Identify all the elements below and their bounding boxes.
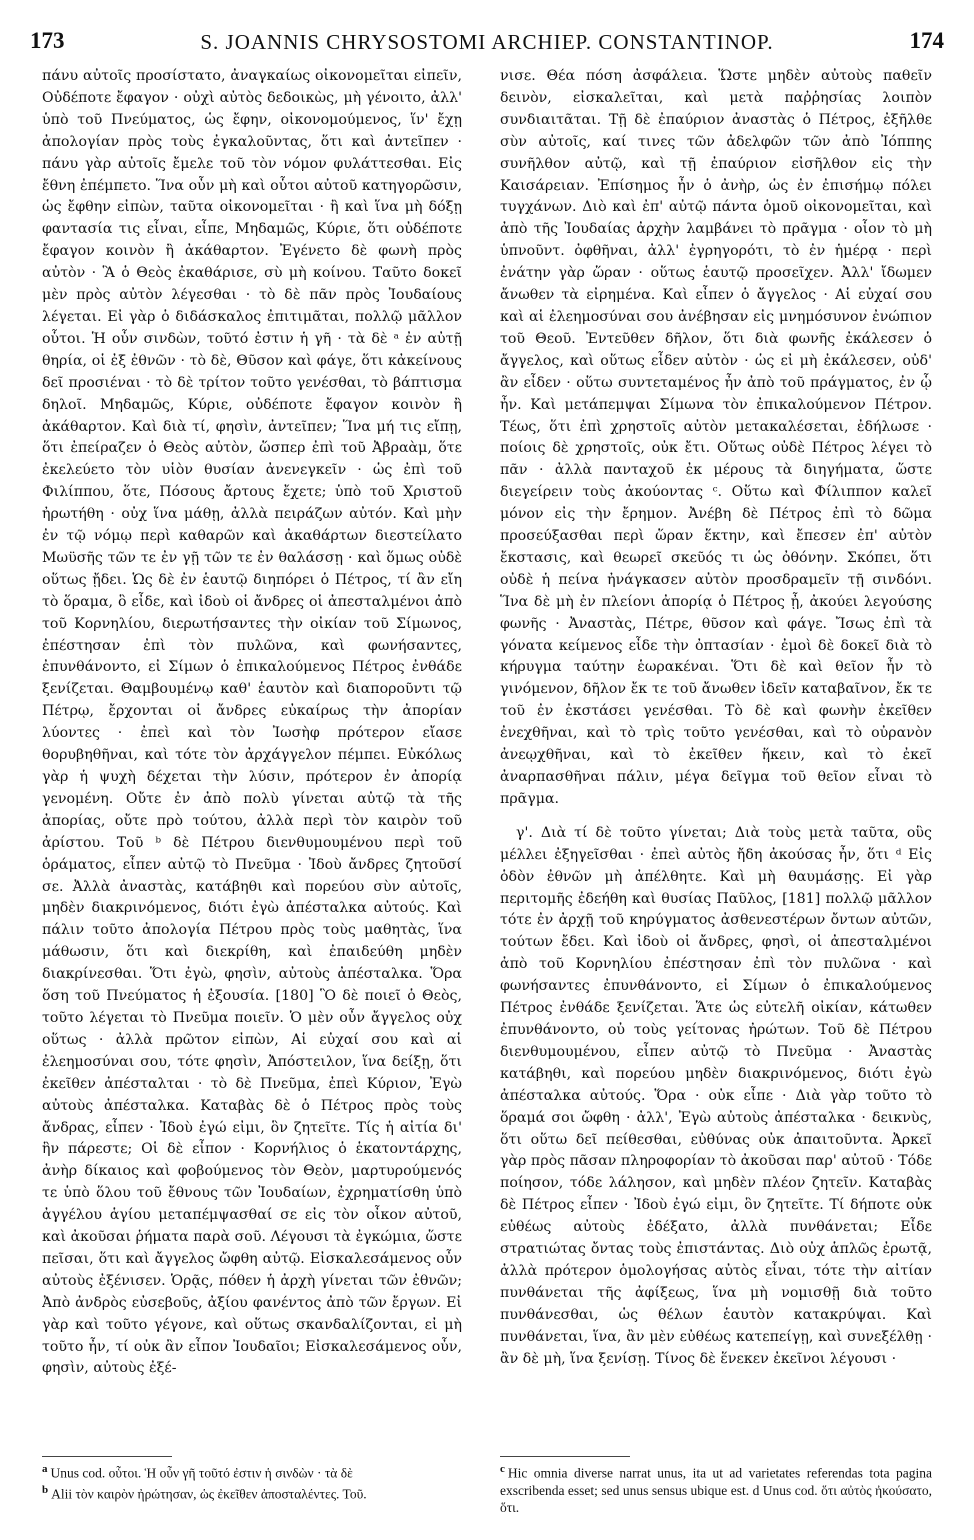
- left-column-text: πάνυ αὐτοῖς προσίστατο, ἀναγκαίως οἰκονομεῖται εἰπεῖν, Οὐδέποτε ἔφαγον · οὐχὶ αὐτὸς δεδοικὼς, μὴ γένοιτο, ἀλλ' ὑπὸ τοῦ Πνεύματος, ὡς ἔφην, οἰκονομούμενος, ἵν' ἔχῃ ἀπολογίαν πρὸς τοὺς ἐγκαλοῦντας, ὅτι καὶ ἀντεῖπεν · πάνυ γὰρ αὐτοῖς ἔμελε τοῦ τὸν νόμον φυλάττεσθαι. Εἰς ἔθνη ἐπέμπετο. Ἵνα οὖν μὴ καὶ οὗτοι αὐτοῦ κατηγορῶσιν, ὡς ἔφθην εἰπὼν, ταῦτα οἰκονομεῖται · ἢ καὶ ἵνα μὴ δόξῃ φαντασία τις εἶναι, εἶπε, Μηδαμῶς, Κύριε, ὅτι οὐδέποτε ἔφαγον κοινὸν ἢ ἀκάθαρτον. Ἐγένετο δὲ φωνὴ πρὸς αὐτὸν · Ἃ ὁ Θεὸς ἐκαθάρισε, σὺ μὴ κοίνου. Ταῦτο δοκεῖ μὲν πρὸς αὐτὸν λέγεσθαι · τὸ δὲ πᾶν πρὸς Ἰουδαίους λέγεται. Εἰ γὰρ ὁ διδάσκαλος ἐπιτιμᾶται, πολλῷ μᾶλλον οὗτοι. Ἡ οὖν σινδὼν, τοῦτό ἐστιν ἡ γῆ · τὰ δὲ ᵃ ἐν αὐτῇ θηρία, οἱ ἐξ ἐθνῶν · τὸ δὲ, Θῦσον καὶ φάγε, ὅτι κἀκείνους δεῖ προσιέναι · τὸ δὲ τρίτον τοῦτο γενέσθαι, τὸ βάπτισμα δηλοῖ. Μηδαμῶς, Κύριε, οὐδέποτε ἔφαγον κοινὸν ἢ ἀκάθαρτον. Καὶ διὰ τί, φησὶν, ἀντεῖπεν; Ἵνα μή τις εἴπῃ, ὅτι ἐπείραζεν ὁ Θεὸς αὐτὸν, ὥσπερ ἐπὶ τοῦ Ἀβραὰμ, ὅτε ἐκελεύετο τὸν υἱὸν θυσίαν ἀνενεγκεῖν · ὡς ἐπὶ τοῦ Φιλίππου, ὅτε, Πόσους ἄρτους ἔχετε; ὑπὸ τοῦ Χριστοῦ ἠρωτήθη · οὐχ ἵνα μάθῃ, ἀλλὰ πειράζων αὐτόν. Καὶ μὴν ἐν τῷ νόμῳ περὶ καθαρῶν καὶ ἀκαθάρτων διεστείλατο Μωϋσῆς τῶν τε ἐν γῇ τῶν τε ἐν θαλάσσῃ · καὶ ὅμως οὐδὲ οὕτως ᾔδει. Ὡς δὲ ἐν ἑαυτῷ διηπόρει ὁ Πέτρος, τί ἂν εἴη τὸ ὅραμα, ὃ εἶδε, καὶ ἰδοὺ οἱ ἄνδρες οἱ ἀπεσταλμένοι ἀπὸ τοῦ Κορνηλίου, διερωτήσαντες τὴν οἰκίαν τοῦ Σίμωνος, ἐπέστησαν ἐπὶ τὸν πυλῶνα, καὶ φωνήσαντες, ἐπυνθάνοντο, εἰ Σίμων ὁ ἐπικαλούμενος Πέτρος ἐνθάδε ξενίζεται. Θαμβουμένῳ καθ' ἑαυτὸν καὶ διαποροῦντι τῷ Πέτρῳ, ἔρχονται οἱ ἄνδρες εὐκαίρως τὴν ἀπορίαν λύοντες · ἐπεὶ καὶ τὸν Ἰωσὴφ πρότερον εἴασε θορυβηθῆναι, καὶ τότε τὸν ἀρχάγγελον πέμπει. Εὐκόλως γὰρ ἡ ψυχὴ δέχεται τὴν λύσιν, πρότερον ἐν ἀπορίᾳ γενομένη. Οὔτε ἐν ἀπὸ πολὺ γίνεται αὐτῷ τὰ τῆς ἀπορίας, οὔτε πρὸ τούτου, ἀλλὰ περὶ τὸν καιρὸν τοῦ ἀρίστου. Τοῦ ᵇ δὲ Πέτρου διενθυμουμένου περὶ τοῦ ὁράματος, εἶπεν αὐτῷ τὸ Πνεῦμα · Ἰδοὺ ἄνδρες ζητοῦσί σε. Ἀλλὰ ἀναστὰς, κατάβηθι καὶ πορεύου σὺν αὐτοῖς, μηδὲν διακρινόμενος, διότι ἐγὼ ἀπέσταλκα αὐτούς. Καὶ πάλιν τοῦτο ἀπολογία Πέτρου πρὸς τοὺς μαθητὰς, ἵνα μάθωσιν, ὅτι καὶ διεκρίθη, καὶ ἐπαιδεύθη μηδὲν διακρίνεσθαι. Ὅτι ἐγὼ, φησὶν, αὐτοὺς ἀπέσταλκα. Ὅρα ὅση τοῦ Πνεύματος ἡ ἐξουσία. [180] Ὃ δὲ ποιεῖ ὁ Θεὸς, τοῦτο λέγεται τὸ Πνεῦμα ποιεῖν. Ὁ μὲν οὖν ἄγγελος οὐχ οὕτως · ἀλλὰ πρῶτον εἰπὼν, Αἱ εὐχαί σου καὶ αἱ ἐλεημοσύναι σου, τότε φησὶν, Ἀπόστειλον, ἵνα δείξῃ, ὅτι ἐκεῖθεν ἀπέσταλται · τὸ δὲ Πνεῦμα, ἐπεὶ Κύριον, Ἐγὼ αὐτοὺς ἀπέσταλκα. Καταβὰς δὲ ὁ Πέτρος πρὸς τοὺς ἄνδρας, εἶπεν · Ἰδοὺ ἐγώ εἰμι, ὃν ζητεῖτε. Τίς ἡ αἰτία δι' ἣν πάρεστε; Οἱ δὲ εἶπον · Κορνήλιος ὁ ἑκατοντάρχης, ἀνὴρ δίκαιος καὶ φοβούμενος τὸν Θεὸν, μαρτυρούμενός τε ὑπὸ ὅλου τοῦ ἔθνους τῶν Ἰουδαίων, ἐχρηματίσθη ὑπὸ ἀγγέλου ἁγίου μεταπέμψασθαί σε εἰς τὸν οἶκον αὐτοῦ, καὶ ἀκοῦσαι ῥήματα παρὰ σοῦ. Λέγουσι τὰ ἐγκώμια, ὥστε πεῖσαι, ὅτι καὶ ἄγγελος ὤφθη αὐτῷ. Εἰσκαλεσάμενος οὖν αὐτοὺς ἐξένισεν. Ὁρᾷς, πόθεν ἡ ἀρχὴ γίνεται τῶν ἐθνῶν; Ἀπὸ ἀνδρὸς εὐσεβοῦς, ἀξίου φανέντος ἀπὸ τῶν ἔργων. Εἰ γὰρ καὶ τοῦτο γέγονε, καὶ οὕτως σκανδαλίζονται, εἰ μὴ τοῦτο ἦν, τί οὐκ ἂν εἶπον Ἰουδαῖοι; Εἰσκαλεσάμενος οὖν, φησὶν, αὐτοὺς ἐξέ-: [42, 68, 462, 1377]
- right-column: [500, 66, 932, 1456]
- footnotes-right: [500, 1456, 932, 1536]
- running-title: S. JOANNIS CHRYSOSTOMI ARCHIEP. CONSTANTINOP.: [200, 30, 774, 54]
- page-number-right: 174: [909, 28, 944, 53]
- footnote-marker: c: [500, 1463, 505, 1475]
- footnote-text: Hic omnia diverse narrat unus, ita ut ad varietates referendas tota pagina exscribenda esset; sed unus sensus ubique est. d Unus cod. ὅτι αὐτὸς ἠκούσατο, ὅτι.: [500, 1465, 932, 1515]
- footnote-text: Alii τὸν καιρὸν ἠρώτησαν, ὡς ἐκεῖθεν ἀποσταλέντες. Τοῦ.: [51, 1486, 367, 1501]
- section-gamma-text: γ'. Διὰ τί δὲ τοῦτο γίνεται; Διὰ τοὺς μετὰ ταῦτα, οὓς μέλλει ἐξηγεῖσθαι · ἐπεὶ αὐτὸς ἤδη ἀκούσας ἦν, ὅτι ᵈ Εἰς ὁδὸν ἐθνῶν μὴ ἀπέλθητε. Καὶ μὴ θαυμάσῃς. Εἰ γὰρ περιτομῆς ἐδεήθη καὶ θυσίας Παῦλος, [181] πολλῷ μᾶλλον τότε ἐν ἀρχῇ τοῦ κηρύγματος ἀσθενεστέρων ὄντων αὐτῶν, τούτων ἔδει. Καὶ ἰδοὺ οἱ ἄνδρες, φησὶ, οἱ ἀπεσταλμένοι ἀπὸ τοῦ Κορνηλίου ἐπέστησαν ἐπὶ τὸν πυλῶνα · καὶ φωνήσαντες ἐπυνθάνοντο, εἰ Σίμων ὁ ἐπικαλούμενος Πέτρος ἐνθάδε ξενίζεται. Ἅτε ὡς εὐτελῆ οἰκίαν, κάτωθεν ἐπυνθάνοντο, οὐ τοὺς γείτονας ἠρώτων. Τοῦ δὲ Πέτρου διενθυμουμένου, εἶπεν αὐτῷ τὸ Πνεῦμα · Ἀναστὰς κατάβηθι, καὶ πορεύου μηδὲν διακρινόμενος, διότι ἐγὼ ἀπέσταλκα αὐτούς. Ὅρα · οὐκ εἶπε · Διὰ γὰρ τοῦτο τὸ ὅραμά σοι ὤφθη · ἀλλ', Ἐγὼ αὐτοὺς ἀπέσταλκα · δεικνὺς, ὅτι οὕτω δεῖ πείθεσθαι, εὐθύνας οὐκ ἀπαιτοῦντα. Ἀρκεῖ γὰρ πρὸς πᾶσαν πληροφορίαν τὸ ἀκοῦσαι παρ' αὐτοῦ · Τόδε ποίησον, τόδε λάλησον, καὶ μηδὲν πλέον ζητεῖν. Καταβὰς δὲ Πέτρος εἶπεν · Ἰδοὺ ἐγώ εἰμι, ὃν ζητεῖτε. Τί δήποτε οὐκ εὐθέως αὐτοὺς ἐδέξατο, ἀλλὰ πυνθάνεται; Εἶδε στρατιώτας ὄντας τοὺς ἐπιστάντας. Διὸ οὐχ ἁπλῶς ἐρωτᾷ, ἀλλὰ πρότερον ὁμολογήσας αὐτὸς εἶναι, τότε τὴν αἰτίαν πυνθάνεται τῆς ἀφίξεως, ἵνα μὴ νομισθῇ διὰ τοῦτο πυνθάνεσθαι, ὡς θέλων ἑαυτὸν κατακρύψαι. Καὶ πυνθάνεται, ἵνα, ἂν μὲν εὐθέως κατεπείγῃ, καὶ συνεξέλθῃ · ἂν δὲ μὴ, ἵνα ξενίσῃ. Τίνος δὲ ἕνεκεν ἐκεῖνοι λέγουσι ·: [500, 824, 932, 1367]
- footnotes-left: [42, 1456, 462, 1536]
- footnote-text: Unus cod. οὗτοι. Ἡ οὖν γῆ τοῦτό ἐστιν ἡ σινδὼν · τὰ δὲ: [50, 1465, 353, 1481]
- footnote-c: [500, 1461, 932, 1516]
- footnote-b: [42, 1482, 462, 1503]
- page-header: [30, 28, 944, 60]
- left-column: [42, 66, 462, 1456]
- footnote-marker: a: [42, 1463, 48, 1475]
- right-column-text: νισε. Θέα πόση ἀσφάλεια. Ὥστε μηδὲν αὐτοὺς παθεῖν δεινὸν, εἰσκαλεῖται, καὶ μετὰ παῤῥησίας λοιπὸν συνδιαιτᾶται. Τῇ δὲ ἐπαύριον ἀναστὰς ὁ Πέτρος, ἐξῆλθε σὺν αὐτοῖς, καί τινες τῶν ἀδελφῶν τῶν ἀπὸ Ἰόππης συνῆλθον αὐτῷ, καὶ τῇ ἐπαύριον εἰσῆλθον εἰς τὴν Καισάρειαν. Ἐπίσημος ἦν ὁ ἀνὴρ, ὡς ἐν ἐπισήμῳ πόλει τυγχάνων. Διὸ καὶ ἐπ' αὐτῷ πάντα ὁμοῦ οἰκονομεῖται, καὶ ἀπὸ τῆς Ἰουδαίας ἀρχὴν λαμβάνει τὸ πρᾶγμα · οἷον τὸ μὴ ὑπνοῦντ. ὀφθῆναι, ἀλλ' ἐγρηγορότι, τὸ ἐν ἡμέρᾳ · περὶ ἐνάτην γὰρ ὥραν · οὕτως ἑαυτῷ προσεῖχεν. Ἀλλ' ἴδωμεν ἄνωθεν τὰ εἰρημένα. Καὶ εἶπεν ὁ ἄγγελος · Αἱ εὐχαί σου καὶ αἱ ἐλεημοσύναι σου ἀνέβησαν εἰς μνημόσυνον ἐνώπιον τοῦ Θεοῦ. Ἐντεῦθεν δῆλον, ὅτι διὰ φωνῆς ἐκάλεσεν ὁ ἄγγελος, καὶ οὕτως εἶδεν αὐτὸν · ὡς εἰ μὴ ἐκάλεσεν, οὐδ' ἂν εἶδεν · οὕτω συντεταμένος ἦν ἀπὸ τοῦ πράγματος, ἐν ᾧ ἦν. Καὶ μετάπεμψαι Σίμωνα τὸν ἐπικαλούμενον Πέτρον. Τέως, ὅτι ἐπὶ χρηστοῖς αὐτὸν μετακαλέσεται, ἐδήλωσε · ποίοις δὲ χρηστοῖς, οὐκ ἔτι. Οὕτως οὐδὲ Πέτρος λέγει τὸ πᾶν · ἀλλὰ πανταχοῦ ἐκ μέρους τὰ διηγήματα, ὥστε διεγείρειν τοὺς ἀκούοντας ᶜ. Οὕτω καὶ Φίλιππον καλεῖ μόνον εἰς τὴν ἔρημον. Ἀνέβη δὲ Πέτρος ἐπὶ τὸ δῶμα προσεύξασθαι περὶ ὥραν ἕκτην, καὶ ἔπεσεν ἐπ' αὐτὸν ἔκστασις, καὶ θεωρεῖ σκεῦός τι ὡς ὀθόνην. Σκόπει, ὅτι οὐδὲ ἡ πείνα ἠνάγκασεν αὐτὸν προσδραμεῖν τῇ σινδόνι. Ἵνα δὲ μὴ ἐν πλείονι ἀπορίᾳ ὁ Πέτρος ᾖ, ἀκούει λεγούσης φωνῆς · Ἀναστὰς, Πέτρε, θῦσον καὶ φάγε. Ἴσως ἐπὶ τὰ γόνατα κείμενος εἶδε τὴν ὀπτασίαν · ἐμοὶ δὲ δοκεῖ διὰ τὸ κήρυγμα ταύτην ἑωρακέναι. Ὅτι δὲ καὶ θεῖον ἦν τὸ γινόμενον, δῆλον ἔκ τε τοῦ ἄνωθεν ἰδεῖν καταβαῖνον, ἔκ τε τοῦ ἐν ἐκστάσει γενέσθαι. Τὸ δὲ καὶ φωνὴν ἐκεῖθεν ἐνεχθῆναι, καὶ τὸ τρὶς τοῦτο γενέσθαι, καὶ τὸ οὐρανὸν ἀνεῳχθῆναι, καὶ τὸ ἐκεῖθεν ἥκειν, καὶ τὸ ἐκεῖ ἀναρπασθῆναι πάλιν, μέγα δεῖγμα τοῦ θεῖον εἶναι τὸ πρᾶγμα.: [500, 68, 932, 807]
- footnote-marker: b: [42, 1483, 49, 1496]
- footnote-rule: [42, 1456, 172, 1457]
- footnote-rule: [500, 1456, 630, 1457]
- footnote-a: [42, 1461, 462, 1482]
- page-number-left: 173: [30, 28, 65, 53]
